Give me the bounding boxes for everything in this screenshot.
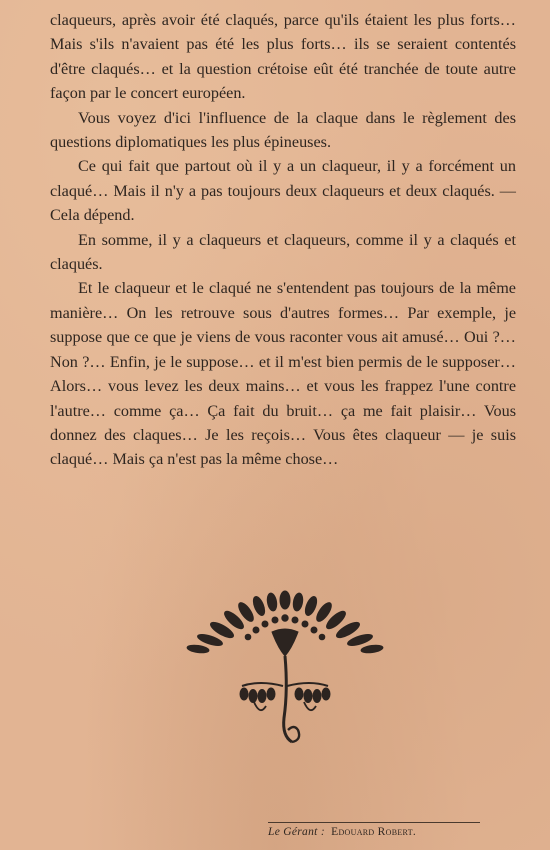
floral-fleuron-icon (180, 590, 390, 750)
paragraph: En somme, il y a claqueurs et claqueurs, comme il y a claqués et claqués. (50, 230, 516, 274)
publisher-footer (268, 822, 480, 838)
footer-label: Le Gérant : (268, 826, 325, 838)
body-text (50, 8, 516, 472)
paragraph: Vous voyez d'ici l'influence de la claque dans le règlement des questions diplomatiques les plus épineuses. (50, 108, 516, 152)
footer-name: Edouard Robert. (331, 826, 417, 838)
paragraph-continuation: claqueurs, après avoir été claqués, parce qu'ils étaient les plus forts… Mais s'ils n'avaient pas été les plus forts… ils se seraient contentés d'être claqués… et la question crétoise eût été tranchée de toute autre façon par le concert européen. (50, 11, 516, 103)
paragraph: Ce qui fait que partout où il y a un claqueur, il y a forcément un claqué… Mais il n'y a pas toujours deux claqueurs et deux claqués. — Cela dépend. (50, 157, 516, 225)
paragraph: Et le claqueur et le claqué ne s'entendent pas toujours de la même manière… On les retrouve sous d'autres formes… Par exemple, je suppose que ce que je viens de vous raconter vous ait amusé… Oui ?… Non ?… Enfin, je le suppose… et il m'est bien permis de le supposer… Alors… vous levez les deux mains… et vous les frappez l'une contre l'autre… comme ça… Ça fait du bruit… ça me fait plaisir… Vous donnez des claques… Je les reçois… Vous êtes claqueur — je suis claqué… Mais ça n'est pas la même chose… (50, 279, 516, 469)
